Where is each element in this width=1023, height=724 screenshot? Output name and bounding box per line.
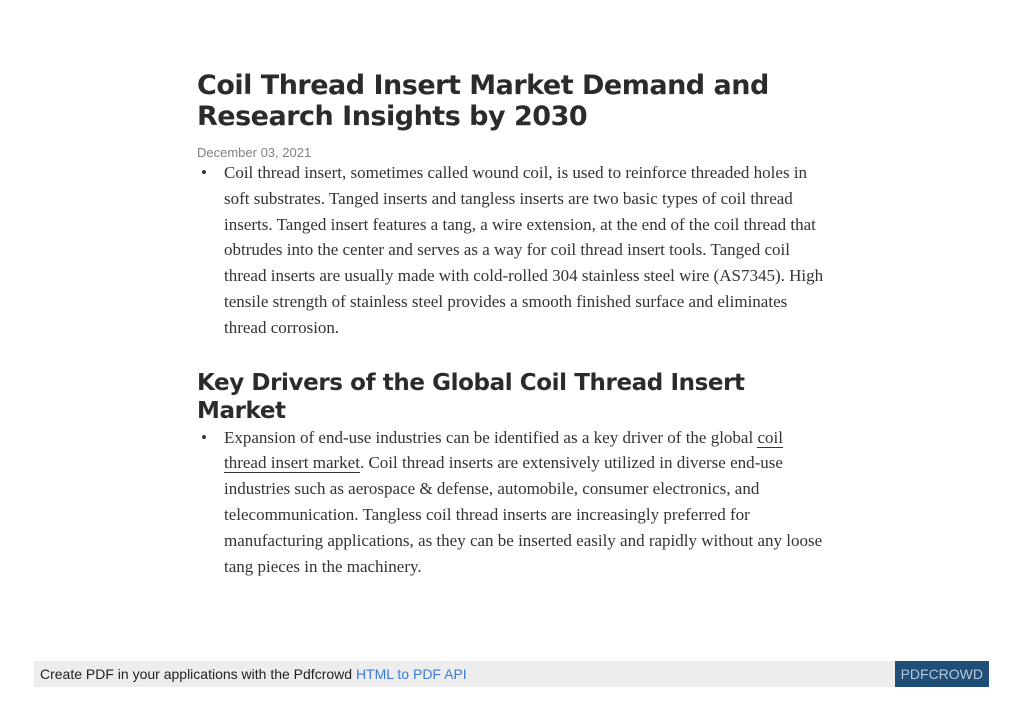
page-title: Coil Thread Insert Market Demand and Research Insights by 2030 xyxy=(197,70,769,132)
footer-message: Create PDF in your applications with the Pdfcrowd xyxy=(40,666,356,682)
paragraph-text: Expansion of end-use industries can be identified as a key driver of the global xyxy=(224,427,758,447)
paragraph-text: Coil thread insert, sometimes called wound coil, is used to reinforce threaded holes in soft substrates. Tanged inserts and tangless inserts are two basic types of coil thread inserts. Tanged insert features a tang, a wire extension, at the end of the coil thread that obtrudes into the center and serves as a way for coil thread insert tools. Tanged coil thread inserts are usually made with cold-rolled 304 stainless steel wire (AS7345). High tensile strength of stainless steel provides a smooth finished surface and eliminates thread corrosion. xyxy=(224,163,824,337)
pdfcrowd-logo-button[interactable]: PDFCROWD xyxy=(895,661,989,687)
list-item xyxy=(197,425,829,580)
article xyxy=(197,70,829,579)
footer-text xyxy=(40,666,467,682)
bullet-list-intro xyxy=(197,160,829,341)
market-report-link[interactable]: coil thread insert market xyxy=(224,427,783,473)
section-heading: Key Drivers of the Global Coil Thread Insert Market xyxy=(197,369,745,424)
paragraph-text: . Coil thread inserts are extensively utilized in diverse end-use industries such as aerospace & defense, automobile, consumer electronics, and telecommunication. Tangless coil thread inserts are increasingly preferred for manufacturing applications, as they can be inserted easily and rapidly without any loose tang pieces in the machinery. xyxy=(224,453,823,576)
bullet-list-drivers xyxy=(197,425,829,580)
bullet-icon: • xyxy=(201,427,207,447)
html-to-pdf-api-link[interactable]: HTML to PDF API xyxy=(355,666,467,682)
list-item xyxy=(197,160,829,341)
pdf-footer-bar xyxy=(34,661,989,687)
publish-date: December 03, 2021 xyxy=(197,145,312,160)
bullet-icon: • xyxy=(201,163,207,182)
